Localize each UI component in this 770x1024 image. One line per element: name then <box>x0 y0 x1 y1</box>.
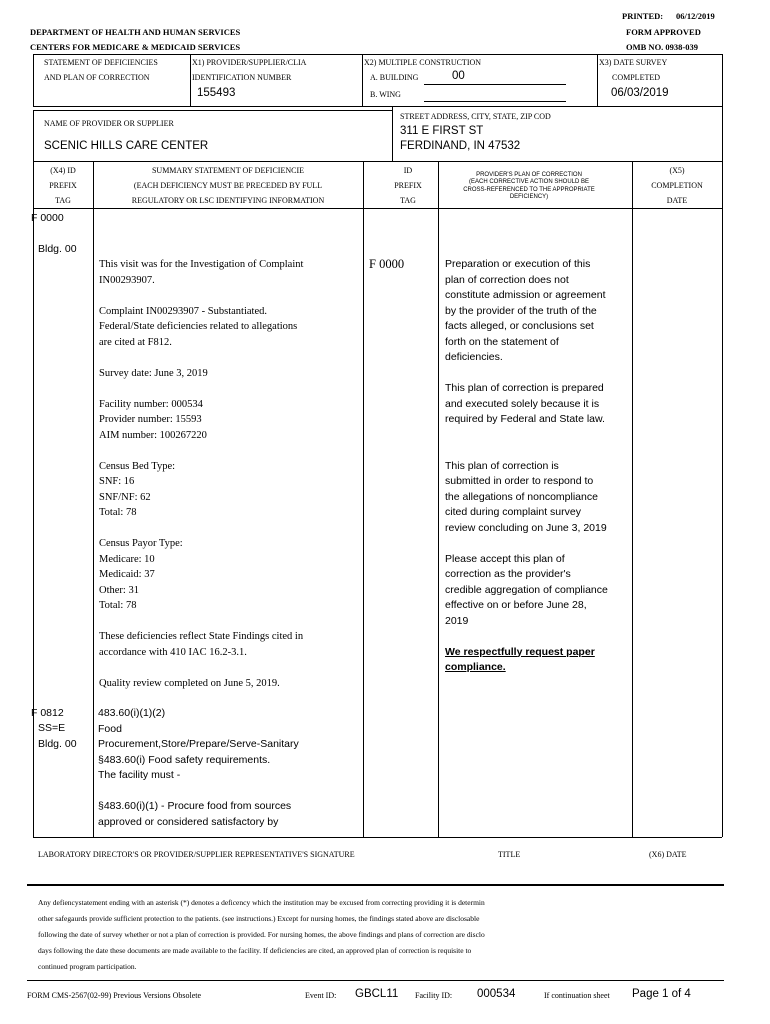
provider-left-border <box>33 110 34 161</box>
id-row-bottom-rule <box>33 106 722 107</box>
signature-bottom-rule <box>27 884 724 886</box>
summary-header-3: REGULATORY OR LSC IDENTIFYING INFORMATION <box>131 196 325 205</box>
omb-number: OMB NO. 0938-039 <box>626 42 699 52</box>
x4-header-3: TAG <box>55 196 71 205</box>
f812-line: approved or considered satisfactory by <box>98 815 279 828</box>
facility-id-label: Facility ID: <box>415 991 453 1000</box>
id-row-divider-1 <box>190 54 191 106</box>
wing-underline <box>424 101 566 102</box>
id-tag-f0000: F 0000 <box>369 257 405 271</box>
statement-label-1: STATEMENT OF DEFICIENCIES <box>44 58 158 67</box>
street-address: 311 E FIRST ST <box>400 125 484 137</box>
plan-line: This plan of correction is prepared <box>445 382 604 394</box>
building-value: 00 <box>452 70 465 82</box>
plan-request-line: compliance. <box>445 661 506 673</box>
summary-line: Total: 78 <box>99 507 137 518</box>
summary-line: Complaint IN00293907 - Substantiated. <box>99 305 267 317</box>
building-underline <box>424 84 566 85</box>
f812-line: Food <box>98 722 122 735</box>
plan-line: review concluding on June 3, 2019 <box>445 521 607 534</box>
x4-header-1: (X4) ID <box>50 166 76 175</box>
plan-line: submitted in order to respond to <box>445 475 594 487</box>
event-id-value: GBCL11 <box>355 988 399 1000</box>
plan-line: This plan of correction is <box>445 459 559 472</box>
id-header-3: TAG <box>400 196 416 205</box>
plan-line: constitute admission or agreement <box>445 289 606 301</box>
plan-line: cited during complaint survey <box>445 506 581 518</box>
statement-label-2: AND PLAN OF CORRECTION <box>44 73 150 82</box>
disclaimer-line: other safegaurds provide sufficient protection to the patients. (see instructions.) Except for nursing homes, the findings stated above are disclosable <box>38 914 480 923</box>
summary-line: Other: 31 <box>99 584 139 596</box>
top-rule <box>33 54 722 55</box>
disclaimer-line: continued program participation. <box>38 962 137 971</box>
f812-line: §483.60(i) Food safety requirements. <box>98 753 271 766</box>
printed-label: PRINTED: <box>622 11 664 21</box>
summary-text <box>99 257 303 691</box>
scope-severity: SS=E <box>38 722 66 734</box>
disclaimer-line: days following the date these documents are made available to the facility. If deficiencies are cited, an approved plan of correction is requisite to <box>38 946 472 955</box>
col-divider-id <box>438 161 439 837</box>
form-number: FORM CMS-2567(02-99) Previous Versions Obsolete <box>27 991 202 1000</box>
printed-date: 06/12/2019 <box>676 11 715 21</box>
x5-header-1: (X5) <box>669 166 685 175</box>
plan-line: by the provider of the truth of the <box>445 304 597 317</box>
plan-line: Preparation or execution of this <box>445 258 591 270</box>
summary-line: Provider number: 15593 <box>99 414 202 425</box>
disclaimer-line: Any defiencystatement ending with an asterisk (*) denotes a deficency which the institution may be excused from correcting providing it is determin <box>38 898 485 907</box>
provider-divider <box>392 106 393 161</box>
x5-header-3: DATE <box>666 196 688 205</box>
summary-line: Total: 78 <box>99 600 137 611</box>
summary-line: are cited at F812. <box>99 336 172 348</box>
building-label: A. BUILDING <box>370 73 419 82</box>
plan-line: required by Federal and State law. <box>445 413 605 425</box>
facility-id-value: 000534 <box>477 988 516 1000</box>
summary-line: AIM number: 100267220 <box>99 429 207 441</box>
plan-of-correction-text <box>445 257 608 676</box>
f812-line: 483.60(i)(1)(2) <box>98 707 166 719</box>
id-header-2: PREFIX <box>394 181 422 190</box>
plan-header-4: DEFICIENCY) <box>509 194 549 200</box>
form-approved: FORM APPROVED <box>626 27 701 37</box>
plan-line: 2019 <box>445 614 469 627</box>
plan-line: credible aggregation of compliance <box>445 583 608 596</box>
summary-line: Census Bed Type: <box>99 460 176 472</box>
plan-line: and executed solely because it is <box>445 397 600 410</box>
address-label: STREET ADDRESS, CITY, STATE, ZIP COD <box>400 112 551 121</box>
plan-line: the allegations of noncompliance <box>445 490 598 503</box>
f812-line: Procurement,Store/Prepare/Serve-Sanitary <box>98 738 299 750</box>
city-state-zip: FERDINAND, IN 47532 <box>400 140 521 152</box>
centers-heading: CENTERS FOR MEDICARE & MEDICAID SERVICES <box>30 42 241 52</box>
summary-line: Survey date: June 3, 2019 <box>99 367 208 379</box>
plan-line: correction as the provider's <box>445 568 571 580</box>
summary-line: Facility number: 000534 <box>99 398 203 410</box>
id-row-divider-2 <box>362 54 363 106</box>
plan-header-3: CROSS-REFERENCED TO THE APPROPRIATE <box>463 187 595 193</box>
plan-line: effective on or before June 28, <box>445 599 587 611</box>
plan-line: forth on the statement of <box>445 335 559 348</box>
x5-header-2: COMPLETION <box>651 181 703 190</box>
footer-top-rule <box>27 980 724 981</box>
tag-f0812: F 0812 <box>31 707 64 719</box>
tag-f0000: F 0000 <box>31 212 64 224</box>
table-right-border <box>722 161 723 837</box>
table-left-border <box>33 161 34 837</box>
table-bottom-rule <box>33 837 722 838</box>
provider-right-border <box>722 106 723 161</box>
summary-line: Federal/State deficiencies related to allegations <box>99 321 298 332</box>
provider-name-label: NAME OF PROVIDER OR SUPPLIER <box>44 119 174 128</box>
page-number: Page 1 of 4 <box>632 988 691 1000</box>
x3-label-1: X3) DATE SURVEY <box>599 58 668 67</box>
x3-label-2: COMPLETED <box>612 73 660 82</box>
plan-line: Please accept this plan of <box>445 552 565 565</box>
provider-name-top-rule <box>33 110 392 111</box>
bldg-00-second: Bldg. 00 <box>38 738 77 750</box>
id-row-divider-3 <box>597 54 598 106</box>
title-label: TITLE <box>498 850 521 859</box>
summary-line: Medicare: 10 <box>99 553 155 565</box>
plan-header-2: (EACH CORRECTIVE ACTION SHOULD BE <box>468 179 590 185</box>
col-divider-summary <box>363 161 364 837</box>
director-signature-label: LABORATORY DIRECTOR'S OR PROVIDER/SUPPLIER REPRESENTATIVE'S SIGNATURE <box>38 850 355 859</box>
x1-label-1: X1) PROVIDER/SUPPLIER/CLIA <box>192 58 307 67</box>
summary-line: These deficiencies reflect State Findings cited in <box>99 631 304 642</box>
department-heading: DEPARTMENT OF HEALTH AND HUMAN SERVICES <box>30 27 241 37</box>
col-divider-plan <box>632 161 633 837</box>
x2-label: X2) MULTIPLE CONSTRUCTION <box>364 58 482 67</box>
id-row-right-border <box>722 54 723 106</box>
plan-line: deficiencies. <box>445 351 503 363</box>
f812-line: §483.60(i)(1) - Procure food from sources <box>98 800 292 812</box>
survey-date-value: 06/03/2019 <box>611 87 669 99</box>
summary-header-2: (EACH DEFICIENCY MUST BE PRECEDED BY FULL <box>133 181 323 190</box>
id-header-1: ID <box>403 166 413 175</box>
disclaimer-text <box>38 895 485 975</box>
column-header-bottom-rule <box>33 208 722 209</box>
col-divider-prefix <box>93 161 94 837</box>
summary-line: SNF: 16 <box>99 476 135 487</box>
summary-line: accordance with 410 IAC 16.2-3.1. <box>99 646 247 658</box>
plan-line: facts alleged, or conclusions set <box>445 320 594 332</box>
summary-line: Medicaid: 37 <box>99 569 155 580</box>
summary-line: Census Payor Type: <box>99 538 183 549</box>
id-row-left-border <box>33 54 34 106</box>
x1-label-2: IDENTIFICATION NUMBER <box>192 73 292 82</box>
plan-request-line: We respectfully request paper <box>445 645 595 658</box>
disclaimer-line: following the date of survey whether or not a plan of correction is provided. For nursing homes, the above findings and plans of correction are disclo <box>38 930 485 939</box>
f812-line: The facility must - <box>98 769 181 781</box>
summary-line: SNF/NF: 62 <box>99 491 151 503</box>
bldg-00-first: Bldg. 00 <box>38 243 77 255</box>
x4-header-2: PREFIX <box>49 181 77 190</box>
plan-line: plan of correction does not <box>445 273 569 286</box>
provider-name: SCENIC HILLS CARE CENTER <box>44 140 209 152</box>
column-header-top-rule <box>33 161 722 162</box>
f812-text <box>98 706 299 830</box>
continuation-label: If continuation sheet <box>544 991 610 1000</box>
plan-header-1: PROVIDER'S PLAN OF CORRECTION <box>476 172 582 178</box>
provider-id-value: 155493 <box>197 87 236 99</box>
summary-line: This visit was for the Investigation of Complaint <box>99 259 304 270</box>
summary-header-1: SUMMARY STATEMENT OF DEFICIENCIE <box>151 166 305 175</box>
event-id-label: Event ID: <box>305 991 337 1000</box>
x6-date-label: (X6) DATE <box>649 850 687 859</box>
wing-label: B. WING <box>370 90 401 99</box>
summary-line: IN00293907. <box>99 274 155 286</box>
summary-line: Quality review completed on June 5, 2019. <box>99 677 280 689</box>
